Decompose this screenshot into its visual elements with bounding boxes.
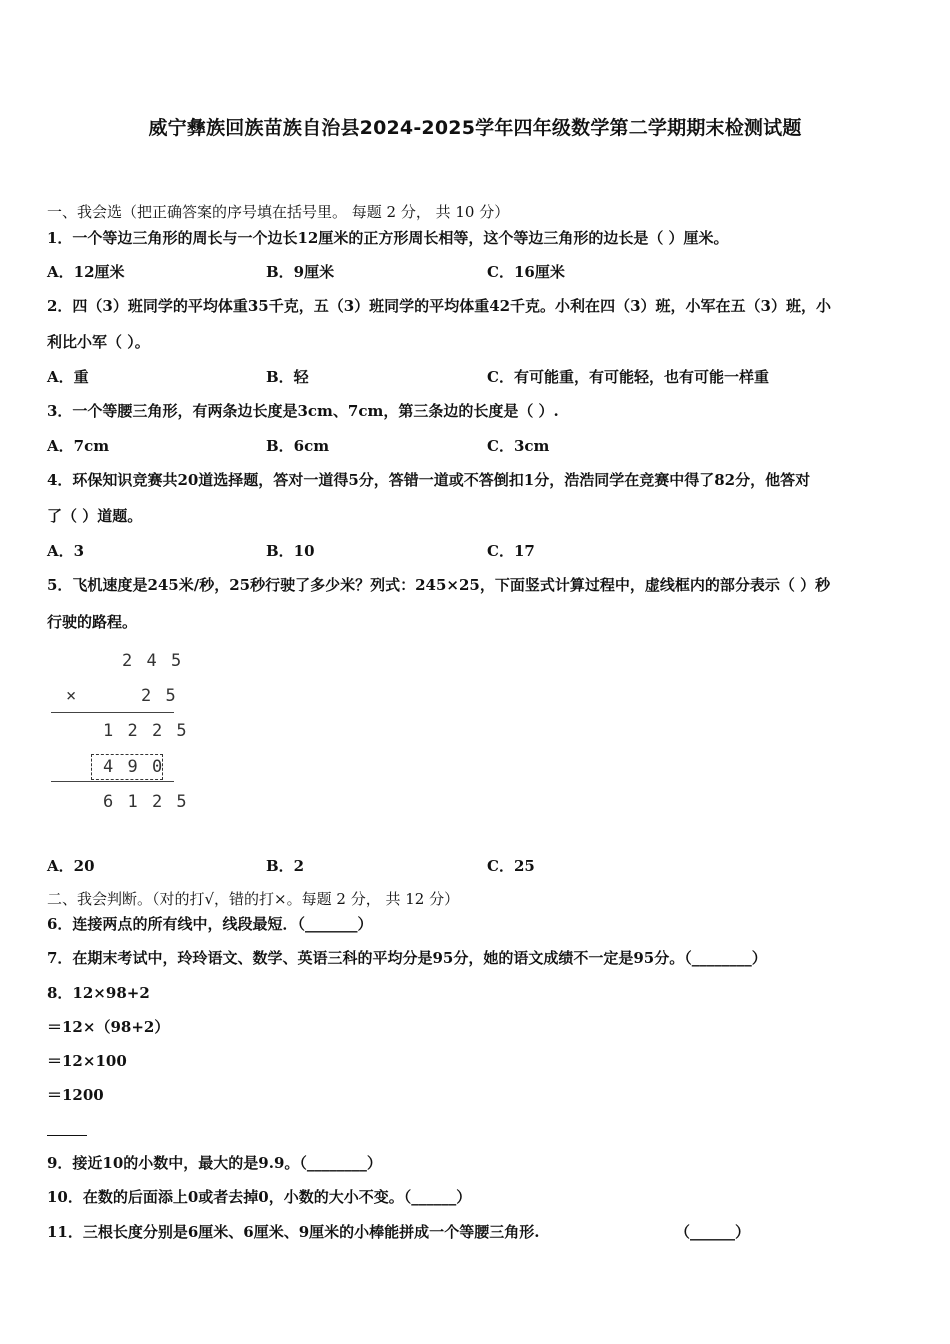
q2-option-a[interactable]: A．重: [47, 368, 89, 386]
question-11: 11．三根长度分别是6厘米、6厘米、9厘米的小棒能拼成一个等腰三角形.: [47, 1223, 540, 1241]
question-2-line-2: 利比小军（ ）。: [47, 333, 150, 351]
question-7: 7．在期末考试中，玲玲语文、数学、英语三科的平均分是95分，她的语文成绩不一定是95分。（________）: [47, 949, 767, 967]
page-title: 威宁彝族回族苗族自治县2024-2025学年四年级数学第二学期期末检测试题: [148, 117, 802, 139]
section-1-heading: 一、我会选（把正确答案的序号填在括号里。 每题 2 分， 共 10 分）: [47, 203, 510, 221]
q1-option-c[interactable]: C．16厘米: [487, 263, 565, 281]
question-8-line-3: ＝12×100: [47, 1052, 127, 1070]
calc-times-sign: ×: [66, 686, 79, 706]
q2-option-b[interactable]: B．轻: [266, 368, 309, 386]
question-5-line-1: 5．飞机速度是245米/秒，25秒行驶了多少米？列式：245×25，下面竖式计算过程中，虚线框内的部分表示（ ）秒: [47, 576, 831, 594]
q1-option-a[interactable]: A．12厘米: [47, 263, 125, 281]
q4-option-b[interactable]: B．10: [266, 542, 315, 560]
question-8-line-4: ＝1200: [47, 1086, 104, 1104]
calc-rule-2: [51, 781, 174, 782]
question-2-line-1: 2．四（3）班同学的平均体重35千克，五（3）班同学的平均体重42千克。小利在四（3）班，小军在五（3）班，小: [47, 297, 831, 315]
question-3: 3．一个等腰三角形，有两条边长度是3cm、7cm，第三条边的长度是（ ）.: [47, 402, 559, 420]
calc-partial-1: 1 2 2 5: [103, 721, 189, 741]
calc-rule-1: [51, 712, 174, 713]
question-4-line-2: 了（ ）道题。: [47, 507, 143, 525]
q3-option-c[interactable]: C．3cm: [487, 437, 550, 455]
q3-option-b[interactable]: B．6cm: [266, 437, 330, 455]
calc-result: 6 1 2 5: [103, 792, 189, 812]
q1-option-b[interactable]: B．9厘米: [266, 263, 335, 281]
q5-option-a[interactable]: A．20: [47, 857, 95, 875]
answer-blank[interactable]: [47, 1135, 87, 1136]
question-10: 10．在数的后面添上0或者去掉0，小数的大小不变。（______）: [47, 1188, 472, 1206]
question-11-blank[interactable]: （______）: [675, 1223, 751, 1241]
calc-multiplier: 2 5: [141, 686, 178, 706]
question-8-line-1: 8．12×98+2: [47, 984, 150, 1002]
q3-option-a[interactable]: A．7cm: [47, 437, 110, 455]
q5-option-c[interactable]: C．25: [487, 857, 535, 875]
question-4-line-1: 4．环保知识竞赛共20道选择题，答对一道得5分，答错一道或不答倒扣1分，浩浩同学在竞赛中得了82分，他答对: [47, 471, 811, 489]
q2-option-c[interactable]: C．有可能重，有可能轻，也有可能一样重: [487, 368, 769, 386]
q5-option-b[interactable]: B．2: [266, 857, 305, 875]
q4-option-c[interactable]: C．17: [487, 542, 535, 560]
section-2-heading: 二、我会判断。（对的打√，错的打×。每题 2 分， 共 12 分）: [47, 890, 460, 908]
question-5-line-2: 行驶的路程。: [47, 613, 138, 631]
question-9: 9．接近10的小数中，最大的是9.9。（________）: [47, 1154, 382, 1172]
calc-partial-2: 4 9 0: [103, 757, 165, 777]
calc-multiplicand: 2 4 5: [122, 651, 184, 671]
q4-option-a[interactable]: A．3: [47, 542, 85, 560]
question-6: 6．连接两点的所有线中，线段最短．（_______）: [47, 915, 373, 933]
question-1: 1．一个等边三角形的周长与一个边长12厘米的正方形周长相等，这个等边三角形的边长是（ ）厘米。: [47, 229, 729, 247]
question-8-line-2: ＝12×（98+2）: [47, 1018, 170, 1036]
